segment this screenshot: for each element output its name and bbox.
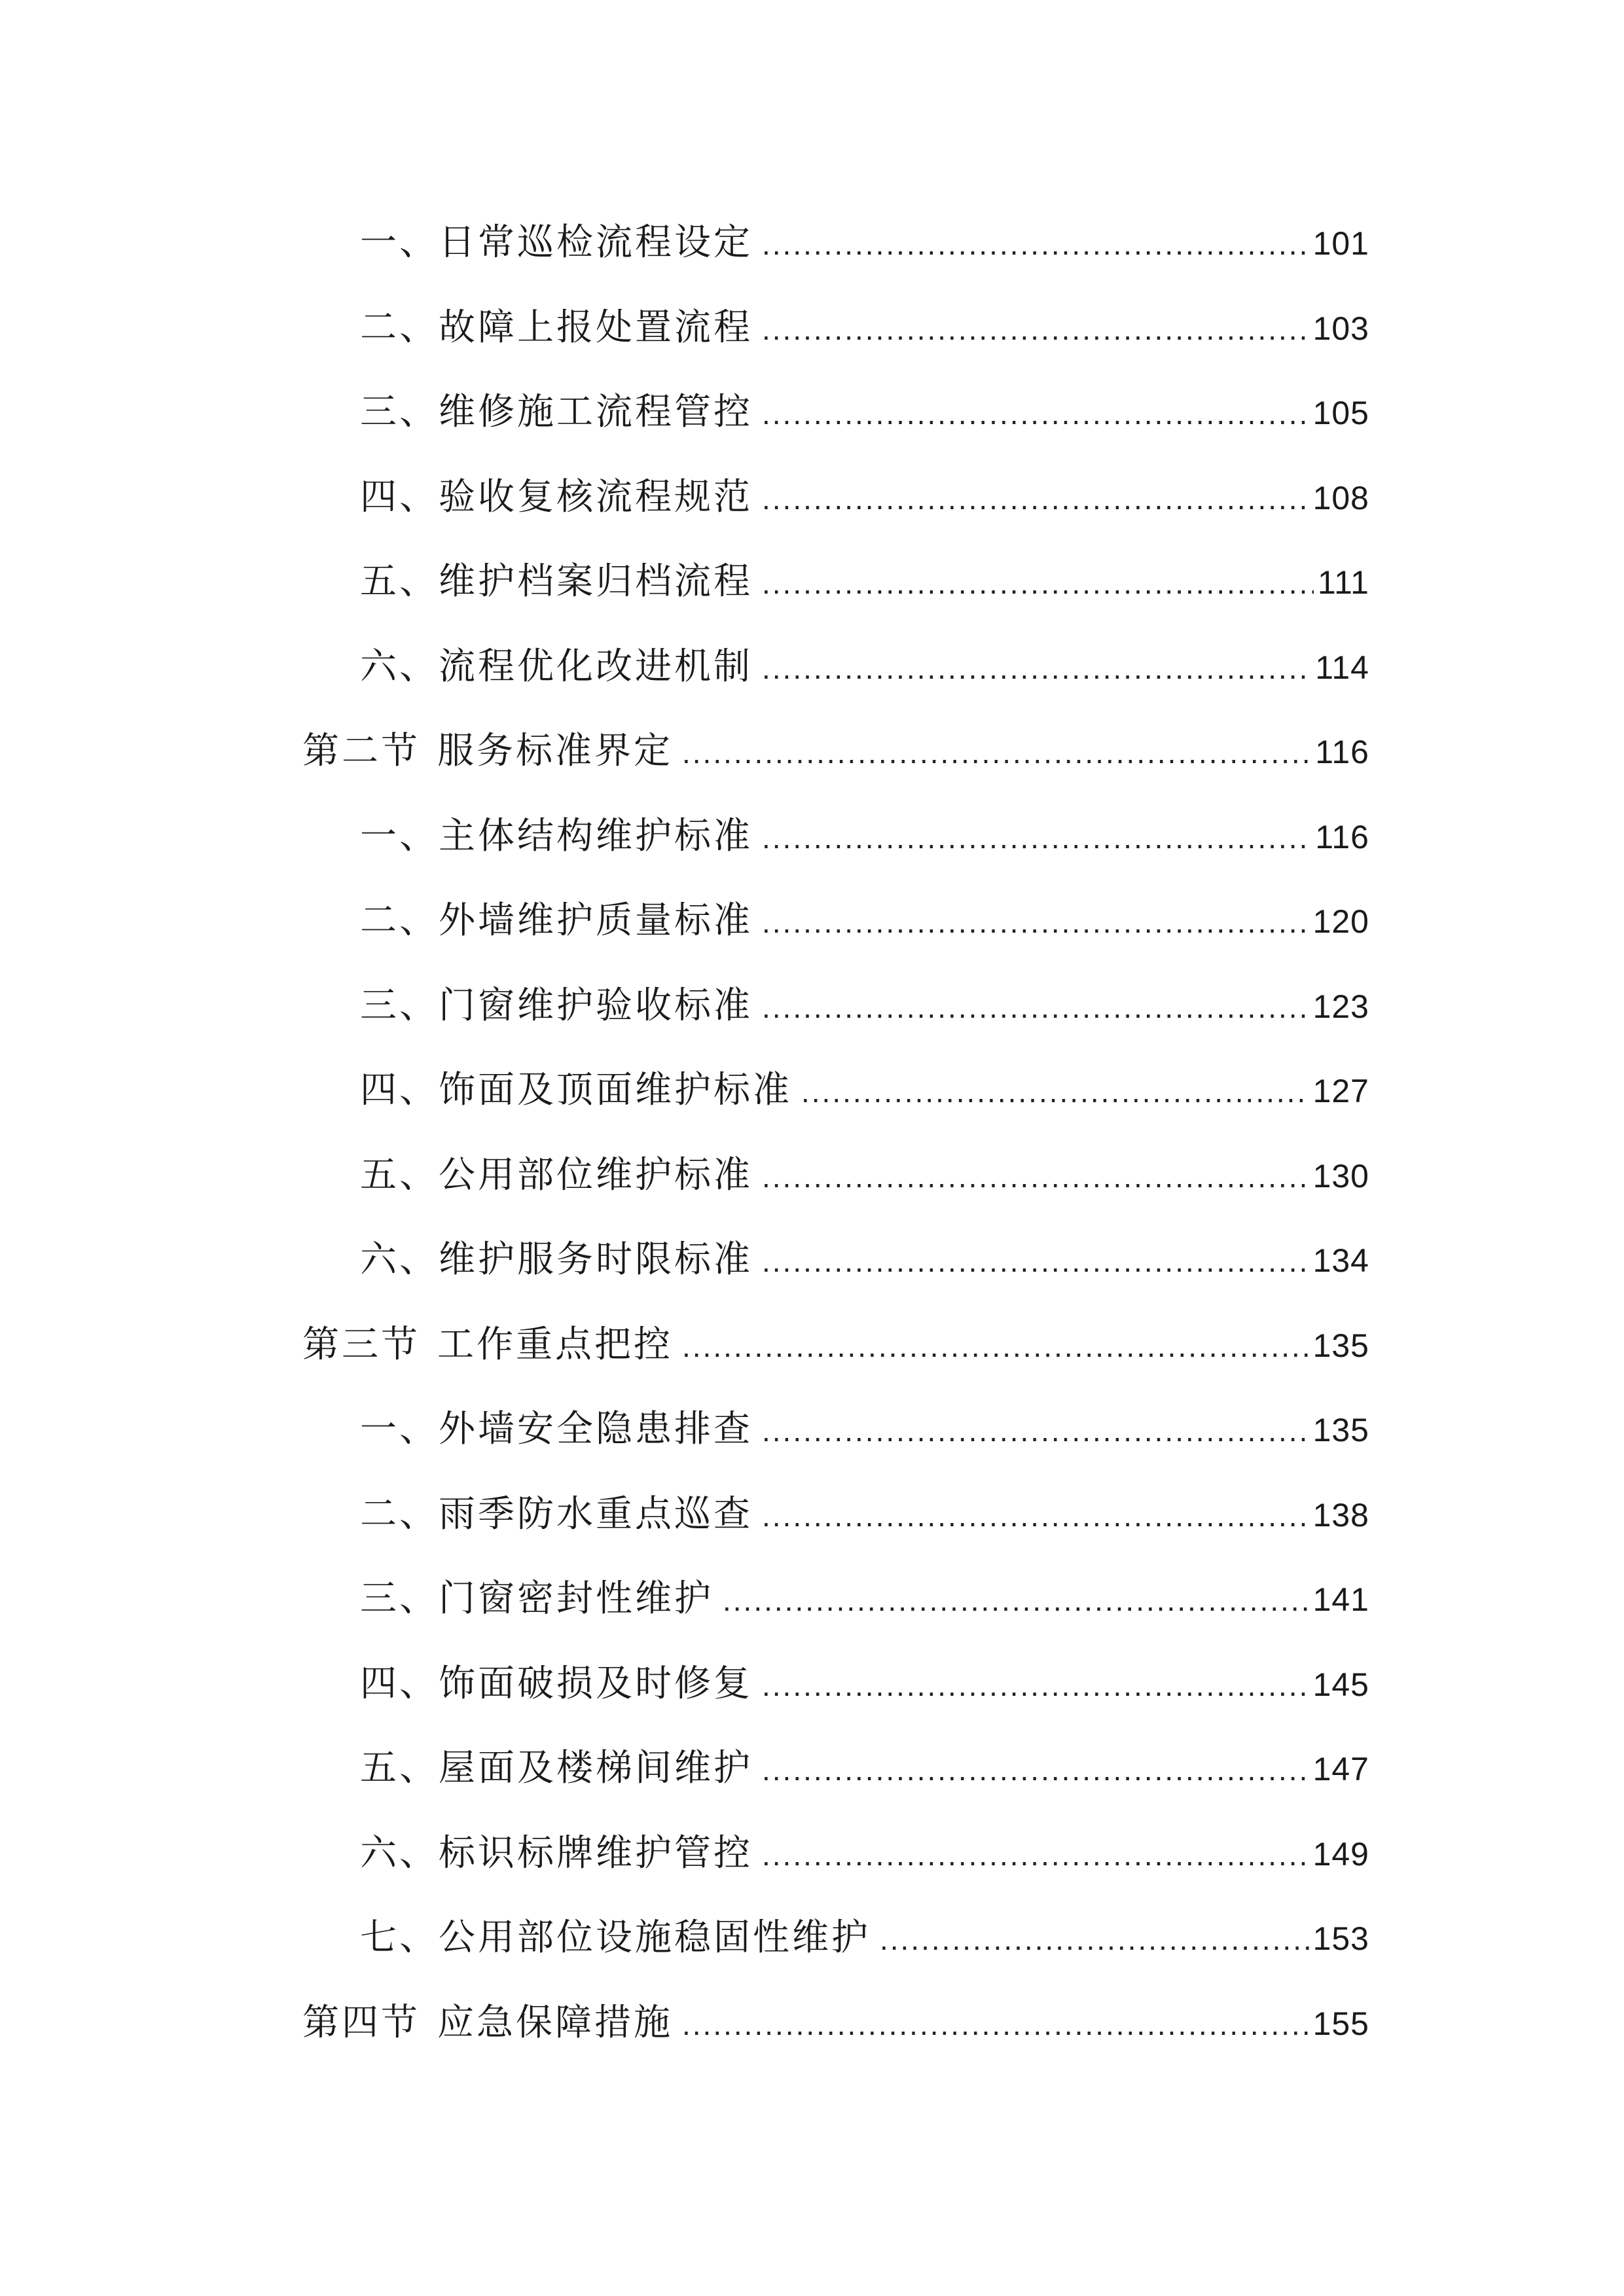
toc-entry[interactable]	[302, 285, 1369, 370]
toc-dot-leader	[762, 457, 1309, 542]
toc-dot-leader	[762, 796, 1311, 881]
toc-entry-text: 屋面及楼梯间维护	[439, 1747, 753, 1789]
toc-entry-title	[302, 1302, 673, 1388]
toc-entry-prefix: 六、	[360, 1238, 439, 1281]
toc-entry-text: 维护服务时限标准	[439, 1238, 753, 1281]
toc-entry-prefix: 五、	[360, 560, 439, 603]
toc-page-number: 135	[1312, 1412, 1369, 1448]
toc-page-number: 120	[1312, 903, 1369, 940]
toc-page-number: 147	[1312, 1751, 1369, 1787]
toc-entry-text: 流程优化改进机制	[439, 645, 753, 688]
toc-entry-title	[360, 200, 753, 285]
toc-page-number: 101	[1312, 225, 1369, 262]
toc-entry-prefix: 二、	[360, 1492, 439, 1535]
toc-entry[interactable]	[302, 539, 1369, 624]
toc-dot-leader	[801, 1050, 1309, 1135]
toc-entry[interactable]	[302, 1133, 1369, 1218]
toc-entry-title	[360, 624, 753, 709]
toc-entry-prefix: 六、	[360, 1831, 439, 1874]
toc-dot-leader	[762, 1474, 1309, 1559]
toc-entry-text: 日常巡检流程设定	[439, 221, 753, 264]
toc-section-entry[interactable]	[302, 1981, 1369, 2066]
toc-dot-leader	[762, 287, 1309, 372]
toc-entry-title	[360, 539, 753, 624]
toc-entry[interactable]	[302, 1641, 1369, 1727]
toc-entry-prefix: 五、	[360, 1747, 439, 1789]
toc-entry-title	[360, 963, 753, 1049]
toc-page-number: 123	[1312, 988, 1369, 1025]
toc-entry-title	[360, 1217, 753, 1302]
toc-page-number: 116	[1315, 734, 1369, 770]
toc-page-number: 135	[1312, 1327, 1369, 1364]
toc-entry-title	[360, 1048, 792, 1133]
toc-entry-text: 门窗密封性维护	[439, 1577, 713, 1620]
toc-dot-leader	[762, 880, 1309, 965]
toc-entry-prefix: 三、	[360, 1577, 439, 1620]
toc-entry[interactable]	[302, 878, 1369, 963]
toc-entry-text: 饰面破损及时修复	[439, 1662, 753, 1705]
toc-entry[interactable]	[302, 1472, 1369, 1557]
toc-page-number: 116	[1315, 818, 1369, 855]
toc-page-number: 130	[1312, 1157, 1369, 1194]
toc-entry-title	[360, 1472, 753, 1557]
toc-page-number: 138	[1312, 1496, 1369, 1534]
toc-entry-title	[360, 1726, 753, 1811]
toc-entry-text: 服务标准界定	[437, 730, 673, 772]
toc-dot-leader	[880, 1897, 1309, 1982]
toc-entry[interactable]	[302, 1387, 1369, 1472]
toc-entry-text: 外墙安全隐患排查	[439, 1408, 753, 1450]
toc-dot-leader	[762, 1728, 1309, 1813]
toc-page-number: 111	[1317, 564, 1369, 601]
toc-page-number: 103	[1312, 310, 1369, 347]
toc-entry-title	[302, 709, 673, 794]
toc-entry-title	[360, 1133, 753, 1218]
toc-entry[interactable]	[302, 1811, 1369, 1896]
toc-entry-prefix: 二、	[360, 306, 439, 349]
toc-entry[interactable]	[302, 1048, 1369, 1133]
toc-entry-prefix: 三、	[360, 984, 439, 1027]
toc-dot-leader	[762, 202, 1309, 287]
toc-dot-leader	[682, 1304, 1309, 1390]
toc-entry[interactable]	[302, 1217, 1369, 1302]
toc-section-number: 第二节	[302, 730, 420, 772]
toc-entry-title	[360, 1811, 753, 1896]
toc-entry-prefix: 一、	[360, 814, 439, 857]
toc-entry-title	[360, 370, 753, 455]
toc-entry-text: 主体结构维护标准	[439, 814, 753, 857]
toc-entry[interactable]	[302, 1556, 1369, 1641]
toc-entry-text: 维护档案归档流程	[439, 560, 753, 603]
toc-dot-leader	[682, 1982, 1309, 2068]
toc-entry[interactable]	[302, 624, 1369, 709]
toc-dot-leader	[762, 626, 1311, 711]
toc-entry-text: 外墙维护质量标准	[439, 899, 753, 942]
toc-entry-prefix: 六、	[360, 645, 439, 688]
toc-entry-text: 应急保障措施	[437, 2001, 673, 2044]
toc-page-number: 105	[1312, 395, 1369, 431]
toc-section-number: 第三节	[302, 1323, 420, 1366]
toc-dot-leader	[762, 965, 1309, 1050]
toc-entry-title	[360, 1556, 713, 1641]
toc-entry-title	[360, 1641, 753, 1727]
toc-entry-title	[360, 285, 753, 370]
toc-entry-title	[360, 878, 753, 963]
toc-dot-leader	[762, 1389, 1309, 1474]
toc-entry[interactable]	[302, 1895, 1369, 1981]
toc-page-number: 108	[1312, 479, 1369, 516]
toc-entry-prefix: 二、	[360, 899, 439, 942]
toc-entry-text: 雨季防水重点巡查	[439, 1492, 753, 1535]
toc-entry[interactable]	[302, 370, 1369, 455]
toc-entry-prefix: 三、	[360, 391, 439, 433]
toc-entry[interactable]	[302, 1726, 1369, 1811]
toc-dot-leader	[723, 1558, 1309, 1643]
toc-page-number: 141	[1312, 1581, 1369, 1618]
toc-section-entry[interactable]	[302, 709, 1369, 794]
toc-section-entry[interactable]	[302, 1302, 1369, 1388]
toc-entry-prefix: 四、	[360, 1069, 439, 1111]
toc-entry-title	[360, 455, 753, 540]
toc-entry-text: 维修施工流程管控	[439, 391, 753, 433]
toc-entry-title	[360, 794, 753, 879]
toc-dot-leader	[762, 541, 1314, 626]
toc-dot-leader	[762, 1135, 1309, 1220]
toc-entry-text: 公用部位设施稳固性维护	[439, 1916, 871, 1959]
toc-section-number: 第四节	[302, 2001, 420, 2044]
toc-entry-text: 公用部位维护标准	[439, 1153, 753, 1196]
toc-entry-prefix: 七、	[360, 1916, 439, 1959]
toc-entry-text: 故障上报处置流程	[439, 306, 753, 349]
toc-entry[interactable]	[302, 963, 1369, 1049]
toc-entry-title	[360, 1895, 871, 1981]
toc-page-number: 155	[1312, 2005, 1369, 2042]
toc-entry-text: 标识标牌维护管控	[439, 1831, 753, 1874]
toc-entry-prefix: 四、	[360, 475, 439, 518]
toc-page-number: 114	[1315, 649, 1369, 686]
toc-page-number: 145	[1312, 1666, 1369, 1703]
toc-entry[interactable]	[302, 794, 1369, 879]
toc-entry[interactable]	[302, 200, 1369, 285]
toc-entry-prefix: 一、	[360, 1408, 439, 1450]
toc-dot-leader	[682, 711, 1311, 796]
toc-page-number: 153	[1312, 1920, 1369, 1957]
toc-entry-prefix: 四、	[360, 1662, 439, 1705]
toc-entry-text: 工作重点把控	[437, 1323, 673, 1366]
toc-entry-title	[360, 1387, 753, 1472]
toc-dot-leader	[762, 372, 1309, 457]
toc-entry-prefix: 五、	[360, 1153, 439, 1196]
toc-page-number: 134	[1312, 1242, 1369, 1279]
toc-dot-leader	[762, 1643, 1309, 1729]
toc-entry-text: 门窗维护验收标准	[439, 984, 753, 1027]
toc-entry[interactable]	[302, 455, 1369, 540]
toc-page-number: 127	[1312, 1073, 1369, 1109]
toc-dot-leader	[762, 1813, 1309, 1898]
toc-entry-prefix: 一、	[360, 221, 439, 264]
toc-entry-text: 验收复核流程规范	[439, 475, 753, 518]
toc-entry-title	[302, 1981, 673, 2066]
toc-dot-leader	[762, 1219, 1309, 1304]
toc-page-number: 149	[1312, 1835, 1369, 1873]
toc-entry-text: 饰面及顶面维护标准	[439, 1069, 792, 1111]
table-of-contents	[302, 200, 1369, 2065]
